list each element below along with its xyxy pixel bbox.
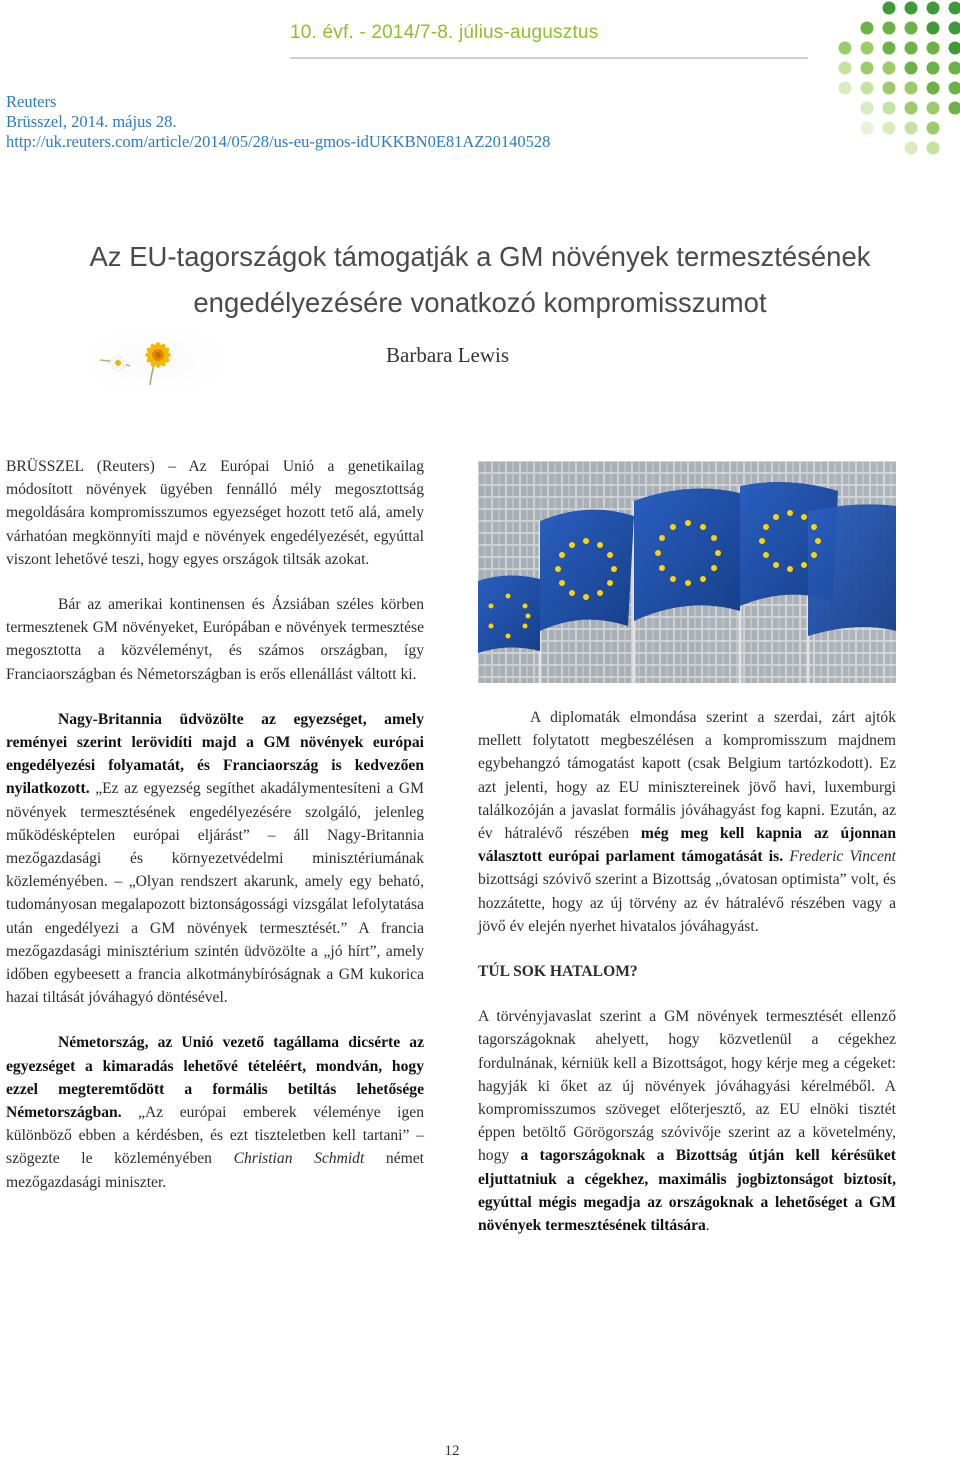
- right-column: [478, 706, 896, 1237]
- paragraph: [478, 1005, 896, 1237]
- paragraph-end: .: [705, 1217, 710, 1235]
- page-number: 12: [444, 1443, 460, 1459]
- issue-header: 10. évf. - 2014/7-8. július-augusztus: [290, 22, 599, 43]
- section-subheading: TÚL SOK HATALOM?: [478, 963, 638, 981]
- paragraph-text: A diplomaták elmondása szerint a szerdai, zárt ajtók mellett folytatott megbeszélésen a kompromisszum majdnem egybehangzó támogatást kapott (csak Belgium tartózkodott). Ez azt jelenti, hogy az EU minisztereinek jövő havi, luxemburgi találkozóján a javaslat formális jóváhagyást fog kapni. Ezután, az év hátralévő részében: [478, 709, 896, 843]
- paragraph: [6, 708, 424, 1010]
- bold-text: a tagországoknak a Bizottság útján kell kérésüket eljuttatniuk a cégekhez, maximális jogbiztonságot biztosít, egyúttal mégis megadja az országoknak a lehetőséget a GM növények termesztésének tiltására: [478, 1147, 896, 1235]
- source-agency: Reuters: [6, 92, 57, 111]
- paragraph-text: „Az európai emberek véleménye igen különböző ebben a kérdésben, és ezt tiszteletben kell tartani” – szögezte le közleményében: [6, 1104, 424, 1168]
- paragraph-text: A törvényjavaslat szerint a GM növények termesztését ellenző tagországoknak ahelyett, hogy közvetlenül a cégekhez fordulnának, kérniük kell a Bizottságot, hogy kérje meg a cégeket: hagyják ki őket az új növények jóváhagyási kérelméből. A kompromisszumos szöveget előterjesztő, az EU elnöki tisztét éppen betöltő Görögország szóvivője szerint az a követelmény, hogy: [478, 1008, 896, 1165]
- person-name: Christian Schmidt: [233, 1150, 365, 1168]
- paragraph-text: német mezőgazdasági miniszter.: [6, 1150, 425, 1191]
- paragraph: Bár az amerikai kontinensen és Ázsiában széles körben termesztenek GM növényeket, Európában e növények termesztése megosztotta a közvéleményt, és számos országban, így Franciaországban és Németországban is erős ellenállást váltott ki.: [6, 596, 424, 683]
- article-author: Barbara Lewis: [386, 343, 510, 367]
- paragraph-text: „Ez az egyezség segíthet akadálymentesíteni a GM növények termesztésének engedélyezésére szolgáló, jelenleg működésképtelen európai eljárást” – áll Nagy-Britannia mezőgazdasági és környezetvédelmi minisztériumának közleményében. – „Olyan rendszert akarunk, amely egy beható, tudományosan megalapozott biztonságossági vizsgálat lefolytatása után engedélyezi a GM növények termesztését.” A francia mezőgazdasági minisztérium szintén üdvözölte a „jó hírt”, amely időben egybeesett a francia alkotmánybíróságnak a GM kukorica hazai tiltását jóváhagyó döntésével.: [6, 780, 424, 1007]
- decorative-dot-pattern: [830, 0, 960, 160]
- source-block: [6, 92, 550, 152]
- left-column: [6, 455, 424, 1194]
- eu-flags-photo: [478, 461, 896, 683]
- paragraph-text: bizottsági szóvivő szerint a Bizottság „óvatosan optimista” volt, és hozzátette, hogy az új törvény az év hátralévő részében vagy a jövő év elején nyerhet hivatalos jóváhagyást.: [478, 871, 896, 935]
- paragraph: [478, 706, 896, 938]
- paragraph: [6, 1031, 424, 1193]
- article-title: [0, 234, 960, 326]
- header-divider: [290, 57, 808, 59]
- bold-text: Németország, az Unió vezető tagállama dicsérte az egyezséget a kimaradás lehetővé tételéért, mondván, hogy ezzel megteremtődött a formális betiltás lehetősége Németországban.: [6, 1034, 424, 1122]
- source-url-link[interactable]: http://uk.reuters.com/article/2014/05/28/us-eu-gmos-idUKKBN0E81AZ20140528: [6, 132, 551, 151]
- title-line-2: engedélyezésére vonatkozó kompromisszumot: [193, 287, 767, 318]
- bold-text: még meg kell kapnia az újonnan választott európai parlament támogatását is.: [478, 825, 897, 866]
- daisy-flower-illustration: [90, 330, 220, 392]
- title-line-1: Az EU-tagországok támogatják a GM növények termesztésének: [89, 241, 871, 272]
- lead-paragraph: BRÜSSZEL (Reuters) – Az Európai Unió a genetikailag módosított növények ügyében fennálló mély megosztottság megoldására kompromisszumos egyezséget hozott tető alá, amely várhatóan megkönnyíti majd e növények engedélyezését, egyúttal viszont lehetővé teszi, hogy egyes országok tiltsák azokat.: [6, 458, 424, 568]
- source-dateline: Brüsszel, 2014. május 28.: [6, 112, 177, 131]
- person-name: Frederic Vincent: [789, 848, 897, 866]
- bold-text: Nagy-Britannia üdvözölte az egyezséget, amely reményei szerint lerövidíti majd a GM növények európai engedélyezési folyamatát, és Franciaország is kedvezően nyilatkozott.: [6, 710, 424, 798]
